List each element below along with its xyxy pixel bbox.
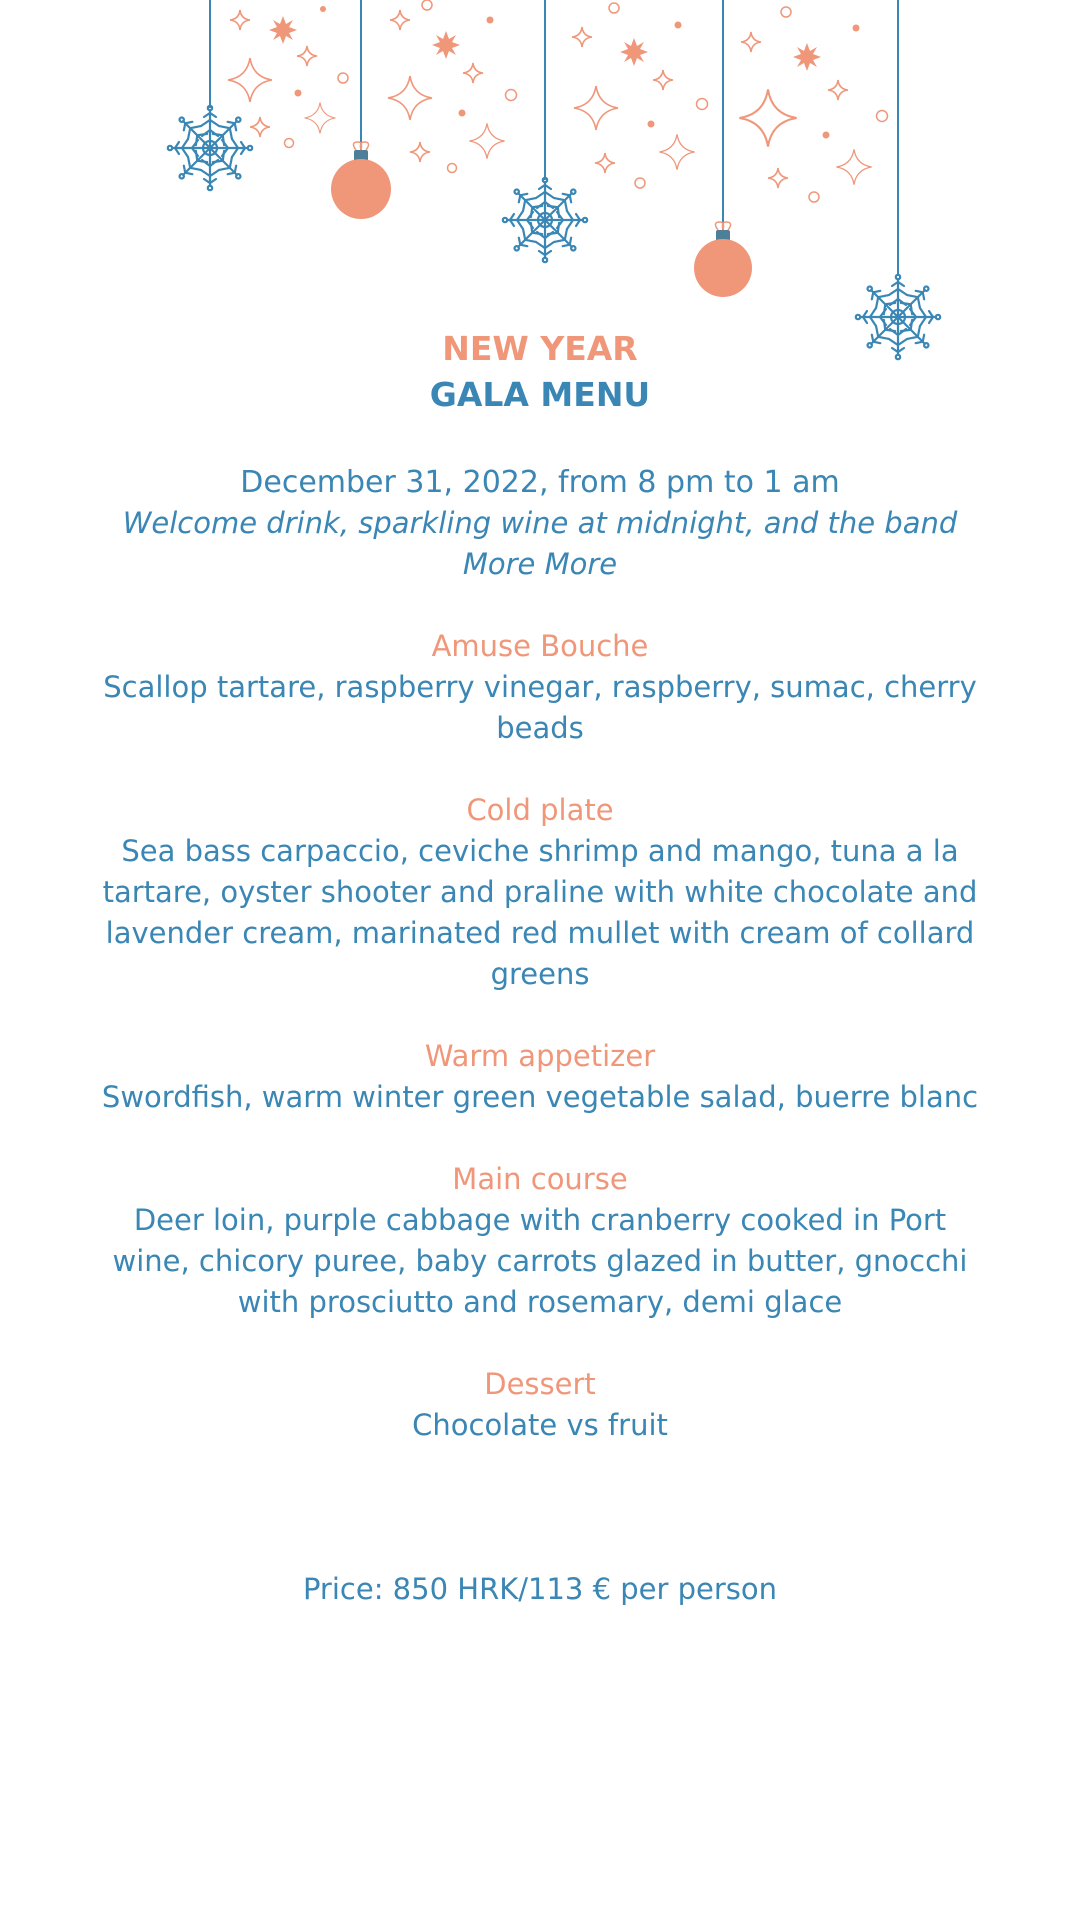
course-description: Chocolate vs fruit [412, 1408, 668, 1442]
course-description: Sea bass carpaccio, ceviche shrimp and mango, tuna a la tartare, oyster shooter and praline with white chocolate and lavender cream, marinated red mullet with cream of collard greens [102, 834, 978, 991]
course-name: Warm appetizer [424, 1039, 656, 1073]
course-section [100, 1159, 980, 1323]
course-name: Cold plate [466, 793, 614, 827]
gala-menu [100, 326, 980, 1610]
event-intro: Welcome drink, sparkling wine at midnight, and the band More More [122, 506, 958, 581]
course-section [100, 1036, 980, 1118]
hanging-ornaments-decoration [0, 0, 1080, 370]
ornament-ball-icon [331, 142, 391, 219]
event-date-time: December 31, 2022, from 8 pm to 1 am [240, 465, 840, 500]
course-name: Main course [452, 1162, 628, 1196]
course-section [100, 790, 980, 995]
title-gala-menu: GALA MENU [429, 375, 651, 414]
course-name: Dessert [484, 1367, 596, 1401]
course-section [100, 1364, 980, 1446]
snowflake-icon [503, 178, 587, 262]
course-description: Deer loin, purple cabbage with cranberry cooked in Port wine, chicory puree, baby carrots glazed in butter, gnocchi with prosciutto and rosemary, demi glace [112, 1203, 968, 1319]
title-new-year: NEW YEAR [442, 329, 638, 368]
course-section [100, 626, 980, 749]
course-name: Amuse Bouche [431, 629, 649, 663]
course-description: Scallop tartare, raspberry vinegar, raspberry, sumac, cherry beads [103, 670, 977, 745]
course-description: Swordfish, warm winter green vegetable salad, buerre blanc [101, 1080, 979, 1114]
price-per-person: Price: 850 HRK/113 € per person [302, 1572, 778, 1606]
ornament-ball-icon [694, 222, 752, 297]
snowflake-icon [168, 106, 252, 190]
